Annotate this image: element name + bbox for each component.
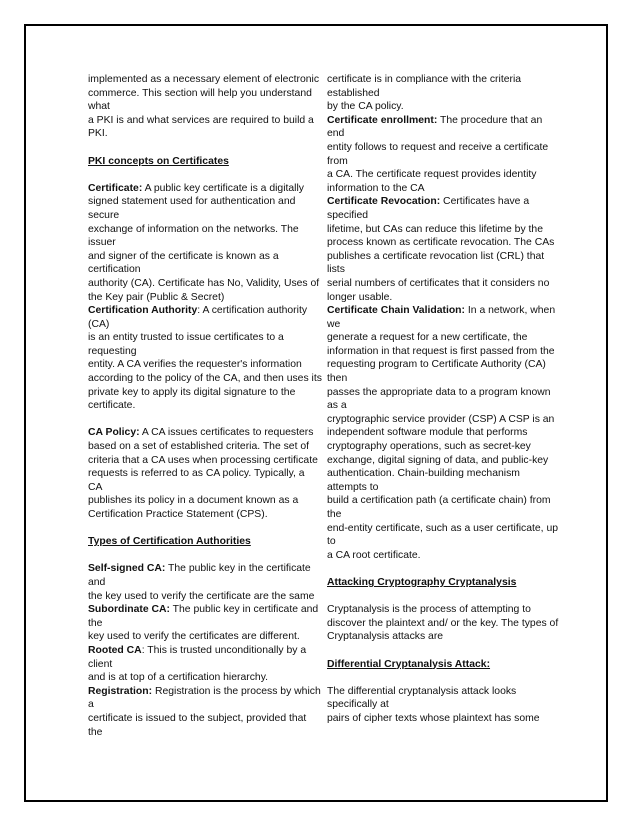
body-text: serial numbers of certificates that it considers no <box>327 277 550 289</box>
body-text: exchange, digital signing of data, and public-key <box>327 454 549 466</box>
text-line <box>327 549 549 563</box>
body-text: CA <box>88 481 103 493</box>
body-text: the <box>327 509 342 520</box>
text-line <box>327 386 549 400</box>
blank-line <box>88 549 318 563</box>
text-line <box>327 209 549 223</box>
text-line <box>88 644 318 658</box>
body-text: and <box>88 576 106 588</box>
text-line <box>88 155 318 169</box>
text-line <box>88 685 321 699</box>
body-text: certificate is issued to the subject, provided that <box>88 712 307 724</box>
text-line <box>88 114 318 128</box>
text-line <box>88 127 318 141</box>
body-text: cryptographic service provider (CSP) A CSP is an <box>327 413 555 425</box>
term-label: Certificate: <box>88 182 143 194</box>
text-line <box>88 562 318 576</box>
body-text: entity follows to request and receive a certificate <box>327 141 549 153</box>
body-text: exchange of information on the networks. The <box>88 223 299 235</box>
text-line <box>88 236 318 250</box>
body-text: is an entity trusted to issue certificates to a <box>88 332 284 344</box>
text-line <box>327 372 549 386</box>
blank-line <box>327 671 549 685</box>
text-line <box>88 100 318 114</box>
body-text: the key used to verify the certificate are the same <box>88 590 315 602</box>
body-text: generate a request for a new certificate, the <box>327 332 528 344</box>
text-line <box>327 182 549 196</box>
body-text: from <box>327 155 348 167</box>
text-line <box>88 494 318 508</box>
text-line <box>88 535 318 549</box>
body-text: and signer of the certificate is known as a <box>88 250 279 262</box>
term-label: Certification Authority <box>88 305 198 317</box>
body-text: end <box>327 128 345 140</box>
term-label: Subordinate CA: <box>88 604 170 616</box>
text-line <box>88 345 318 359</box>
blank-line <box>88 141 318 155</box>
body-text: the <box>88 617 103 629</box>
body-text: specified <box>327 209 369 221</box>
body-text: authentication. Chain-building mechanism <box>327 468 520 480</box>
body-text: (CA) <box>88 318 110 330</box>
body-text: build a certification path (a certificate chain) from <box>327 495 551 507</box>
term-label: Certificate Chain Validation: <box>327 305 465 317</box>
text-line <box>88 372 322 386</box>
text-line <box>88 73 318 87</box>
text-line <box>327 263 549 277</box>
text-line <box>327 87 549 101</box>
section-heading: Types of Certification Authorities <box>88 536 251 548</box>
body-text: what <box>88 101 110 113</box>
term-label: Self-signed CA: <box>88 563 166 575</box>
body-text: and is at top of a certification hierarchy. <box>88 672 269 684</box>
body-text: we <box>327 318 341 330</box>
body-text: a CA root certificate. <box>327 549 421 561</box>
body-text: certificate is in compliance with the criteria <box>327 74 522 85</box>
body-text: The procedure that an <box>437 114 543 126</box>
body-text: end-entity certificate, such as a user certificate, up <box>327 522 559 534</box>
body-text: publishes its policy in a document known as a <box>88 495 299 507</box>
text-line <box>88 291 318 305</box>
body-text: commerce. This section will help you understand <box>88 87 312 99</box>
body-text: requests is referred to as CA policy. Typically, a <box>88 468 305 480</box>
text-line <box>327 399 549 413</box>
body-text: attempts to <box>327 481 379 493</box>
section-heading: Differential Cryptanalysis Attack: <box>327 658 491 670</box>
text-line <box>88 223 318 237</box>
text-line <box>327 345 555 359</box>
text-line <box>88 304 318 318</box>
text-line <box>327 535 549 549</box>
text-line <box>327 467 549 481</box>
text-line <box>327 331 549 345</box>
text-line <box>88 603 318 617</box>
text-line <box>327 508 549 522</box>
body-text: specifically at <box>327 699 389 711</box>
text-line <box>327 603 549 617</box>
text-line <box>327 426 549 440</box>
text-line <box>327 168 549 182</box>
text-line <box>327 250 549 264</box>
text-line <box>88 440 318 454</box>
body-text: then <box>327 373 348 385</box>
text-line <box>327 630 549 644</box>
text-line <box>88 671 318 685</box>
body-text: to <box>327 536 336 548</box>
body-text: entity. A CA verifies the requester's information <box>88 359 302 371</box>
body-text: secure <box>88 209 120 221</box>
text-line <box>88 467 318 481</box>
body-text: issuer <box>88 237 116 249</box>
text-line <box>327 413 555 427</box>
text-line <box>327 454 549 468</box>
body-text: : This is trusted unconditionally by a <box>141 644 307 656</box>
body-text: discover the plaintext and/ or the key. The types of <box>327 617 559 629</box>
body-text: a CA. The certificate request provides identity <box>327 169 537 181</box>
text-line <box>327 155 549 169</box>
text-line <box>88 87 318 101</box>
text-line <box>88 277 318 291</box>
text-line <box>88 454 318 468</box>
text-line <box>88 263 318 277</box>
text-line <box>88 481 318 495</box>
text-line <box>327 712 549 726</box>
body-text: client <box>88 658 113 670</box>
text-line <box>327 685 549 699</box>
text-line <box>88 209 318 223</box>
body-text: The public key in the certificate <box>165 563 311 575</box>
body-text: signed statement used for authentication and <box>88 196 296 208</box>
text-line <box>88 386 318 400</box>
body-text: a <box>88 699 94 711</box>
body-text: private key to apply its digital signature to the <box>88 386 296 398</box>
body-text: information in that request is first passed from the <box>327 345 555 357</box>
blank-line <box>327 590 549 604</box>
body-text: a PKI is and what services are required to build a <box>88 114 314 126</box>
body-text: certification <box>88 264 141 276</box>
text-line <box>327 100 549 114</box>
body-text: Certification Practice Statement (CPS). <box>88 509 268 520</box>
body-text: cryptography operations, such as secret-key <box>327 441 531 453</box>
body-text: passes the appropriate data to a program known <box>327 386 551 398</box>
section-heading: PKI concepts on Certificates <box>88 155 229 167</box>
body-text: pairs of cipher texts whose plaintext has some <box>327 712 540 724</box>
text-line <box>327 658 549 672</box>
text-line <box>327 277 549 291</box>
body-text: In a network, when <box>465 305 556 317</box>
text-line <box>88 358 318 372</box>
body-text: established <box>327 87 380 99</box>
body-text: certificate. <box>88 400 136 412</box>
text-line <box>327 494 549 508</box>
text-line <box>327 291 549 305</box>
body-text: based on a set of established criteria. The set of <box>88 441 310 453</box>
blank-line <box>88 168 318 182</box>
body-text: authority (CA). Certificate has No, Validity, Uses of <box>88 277 320 289</box>
text-line <box>327 127 549 141</box>
body-text: Registration is the process by which <box>152 685 321 697</box>
text-line <box>327 223 549 237</box>
text-line <box>327 318 549 332</box>
body-text: key used to verify the certificates are different. <box>88 631 300 643</box>
text-line <box>88 331 318 345</box>
body-text: lists <box>327 264 345 276</box>
term-label: Registration: <box>88 685 153 697</box>
text-line <box>327 481 549 495</box>
text-line <box>327 114 549 128</box>
text-line <box>88 426 318 440</box>
body-text: as a <box>327 400 347 412</box>
text-line <box>88 698 318 712</box>
term-label: CA Policy: <box>88 427 140 439</box>
text-line <box>327 236 555 250</box>
body-text: longer usable. <box>327 291 393 303</box>
text-line <box>88 508 318 522</box>
text-line <box>88 658 318 672</box>
body-text: independent software module that performs <box>327 427 528 439</box>
text-line <box>88 712 318 726</box>
body-text: A CA issues certificates to requesters <box>139 427 314 439</box>
body-text: Cryptanalysis is the process of attempting to <box>327 604 531 616</box>
body-text: Certificates have a <box>440 196 530 208</box>
blank-line <box>327 562 549 576</box>
body-text: criteria that a CA uses when processing certificate <box>88 454 318 466</box>
right-text-column <box>327 73 559 726</box>
text-line <box>88 182 318 196</box>
body-text: by the CA policy. <box>327 101 404 113</box>
text-line <box>88 726 318 740</box>
body-text: the Key pair (Public & Secret) <box>88 291 225 303</box>
body-text: lifetime, but CAs can reduce this lifetime by the <box>327 223 543 235</box>
blank-line <box>327 644 549 658</box>
body-text: A public key certificate is a digitally <box>142 182 304 194</box>
term-label: Certificate enrollment: <box>327 114 438 126</box>
body-text: implemented as a necessary element of electronic <box>88 74 320 85</box>
text-line <box>88 576 318 590</box>
text-line <box>327 141 549 155</box>
term-label: Certificate Revocation: <box>327 196 441 208</box>
text-line <box>327 195 549 209</box>
body-text: requesting <box>88 345 137 357</box>
text-line <box>327 358 549 372</box>
body-text: PKI. <box>88 128 108 140</box>
section-heading: Attacking Cryptography Cryptanalysis <box>327 576 517 588</box>
body-text: Cryptanalysis attacks are <box>327 631 444 643</box>
text-line <box>88 399 318 413</box>
body-text: according to the policy of the CA, and then uses its <box>88 373 322 385</box>
body-text: : A certification authority <box>197 305 308 317</box>
body-text: process known as certificate revocation. The CAs <box>327 237 555 249</box>
body-text: information to the CA <box>327 182 425 194</box>
text-line <box>327 522 559 536</box>
body-text: publishes a certificate revocation list (CRL) that <box>327 250 545 262</box>
text-line <box>327 440 549 454</box>
text-line <box>88 195 318 209</box>
text-line <box>327 698 549 712</box>
text-line <box>88 318 318 332</box>
body-text: The public key in certificate and <box>169 604 319 616</box>
left-text-column <box>88 73 322 739</box>
blank-line <box>88 413 318 427</box>
term-label: Rooted CA <box>88 644 142 656</box>
text-line <box>88 590 318 604</box>
body-text: requesting program to Certificate Authority (CA) <box>327 359 546 371</box>
text-line <box>88 250 318 264</box>
text-line <box>88 630 318 644</box>
body-text: the <box>88 726 103 738</box>
text-line <box>327 617 559 631</box>
blank-line <box>88 522 318 536</box>
text-line <box>327 73 549 87</box>
text-line <box>88 617 318 631</box>
text-line <box>327 304 556 318</box>
body-text: The differential cryptanalysis attack looks <box>327 685 517 697</box>
text-line <box>327 576 549 590</box>
